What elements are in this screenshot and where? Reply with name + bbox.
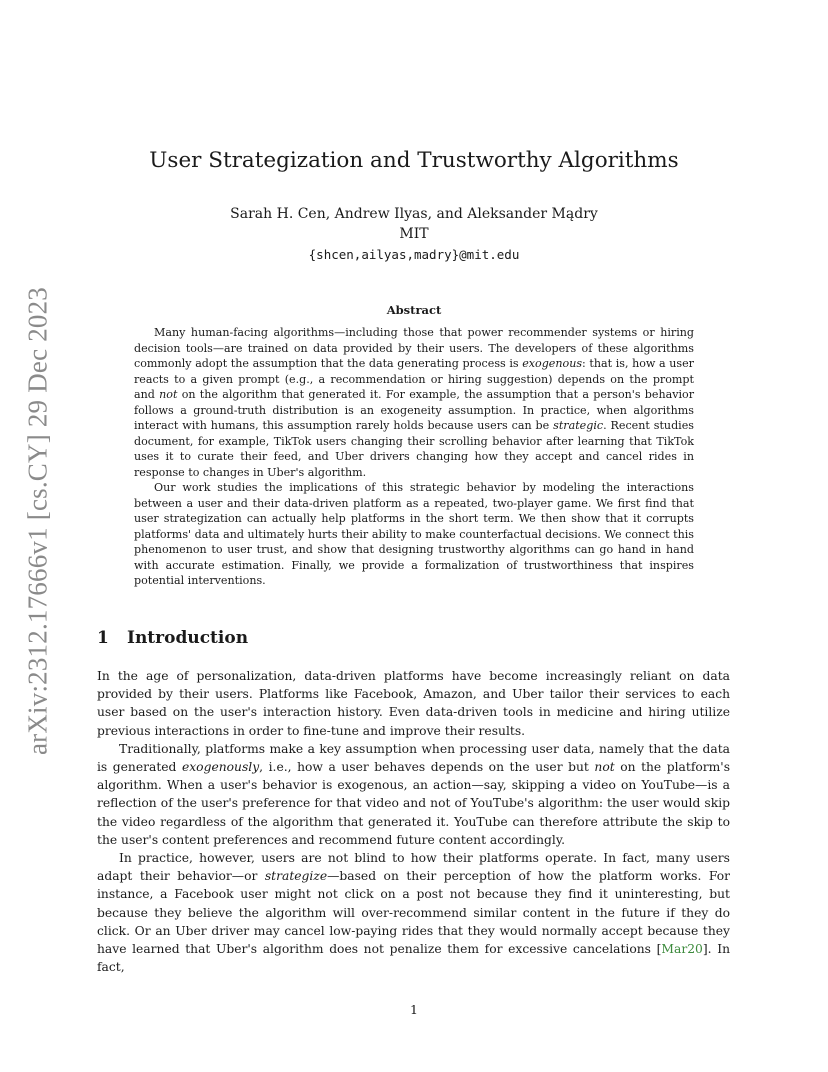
text-run: In practice, however, users are not blind to how their platforms operate. In fact, many users adapt their behavior—or (97, 851, 730, 884)
text-run: . Recent studies document, for example, TikTok users changing their scrolling behavior after learning that TikTok uses it to curate their feed, and Uber drivers changing how they accept and cancel rides in response to changes in Uber's algorithm. (134, 419, 694, 479)
emphasis: not (159, 388, 178, 401)
author-list: Sarah H. Cen, Andrew Ilyas, and Aleksander Mądry (230, 206, 598, 222)
text-run: . In fact, (97, 942, 730, 975)
section-heading-introduction (97, 628, 248, 648)
affiliation: MIT (399, 226, 429, 242)
emphasis: not (594, 760, 615, 775)
intro-paragraph-1: In the age of personalization, data-driven platforms have become increasingly reliant on data provided by their users. Platforms like Facebook, Amazon, and Uber tailor their services to each user based on the user's interaction history. Even data-driven tools in medicine and hiring utilize previous interactions in order to fine-tune and improve their results. (97, 669, 730, 738)
text-run: : that is, how a user reacts to a given prompt (e.g., a recommendation or hiring suggestion) depends on the prompt and (134, 357, 694, 401)
text-run: Many human-facing algorithms—including those that power recommender systems or hiring decision tools—are trained on data provided by their users. The developers of these algorithms commonly adopt the assumption that the data generating process is (134, 326, 694, 370)
author-emails[interactable]: {shcen,ailyas,madry}@mit.edu (308, 247, 520, 262)
paper-title: User Strategization and Trustworthy Algorithms (149, 148, 679, 173)
text-run: Traditionally, platforms make a key assumption when processing user data, namely that the data is generated (97, 741, 730, 775)
abstract-heading: Abstract (386, 303, 442, 317)
arxiv-identifier-stamp[interactable]: arXiv:2312.17666v1 [cs.CY] 29 Dec 2023 (22, 286, 53, 756)
intro-paragraph-2 (97, 740, 730, 849)
section-number: 1 (97, 628, 109, 648)
emphasis: exogenous (522, 357, 583, 370)
text-run: , i.e., how a user behaves depends on the user but (259, 760, 595, 775)
abstract-paragraph-2: Our work studies the implications of this strategic behavior by modeling the interactions between a user and their data-driven platform as a repeated, two-player game. We first find that user strategization can actually help platforms in the short term. We then show that it corrupts platforms' data and ultimately hurts their ability to make counterfactual decisions. We connect this phenomenon to user trust, and show that designing trustworthy algorithms can go hand in hand with accurate estimation. Finally, we provide a formalization of trustworthiness that inspires potential interventions. (134, 481, 694, 587)
abstract-body (134, 325, 694, 589)
section-title: Introduction (127, 628, 249, 648)
intro-paragraph-3: In practice, however, users are not blind to how their platforms operate. In fact, many users adapt their behavior—or strategize—based on their perception of how the platform works. For instance, a Facebook user might not click on a post not because they find it uninteresting, but because they believe the algorithm will over-recommend similar content in the future if they do click. Or an Uber driver may cancel low-paying rides that they would normally accept because they have learned that Uber's algorithm does not penalize them for excessive cancelations [Mar20]. In fact, (97, 851, 730, 975)
text-run: on the algorithm that generated it. For example, the assumption that a person's behavior follows a ground-truth distribution is an exogeneity assumption. In practice, when algorithms interact with humans, this assumption rarely holds because users can be (134, 388, 694, 432)
page-number: 1 (410, 1002, 418, 1017)
emphasis: exogenously (181, 760, 260, 775)
text-run: on the platform's algorithm. When a user's behavior is exogenous, an action—say, skipping a video on YouTube—is a reflection of the user's preference for that video and not of YouTube's algorithm: the user would skip the video regardless of the algorithm that generated it. YouTube can therefore attribute the skip to the user's content preferences and recommend future content accordingly. (97, 760, 731, 847)
abstract-paragraph-1 (134, 325, 694, 480)
emphasis: strategize (264, 869, 328, 884)
citation-link[interactable]: Mar20 (661, 942, 703, 957)
emphasis: strategic (553, 419, 604, 432)
text-run: —based on their perception of how the platform works. For instance, a Facebook user might not click on a post not because they find it uninteresting, but because they believe the algorithm will over-recommend similar content in the future if they do click. Or an Uber driver may cancel low-paying rides that they would normally accept because they have learned that Uber's algorithm does not penalize them for excessive cancelations (97, 869, 730, 957)
introduction-body (97, 667, 730, 976)
